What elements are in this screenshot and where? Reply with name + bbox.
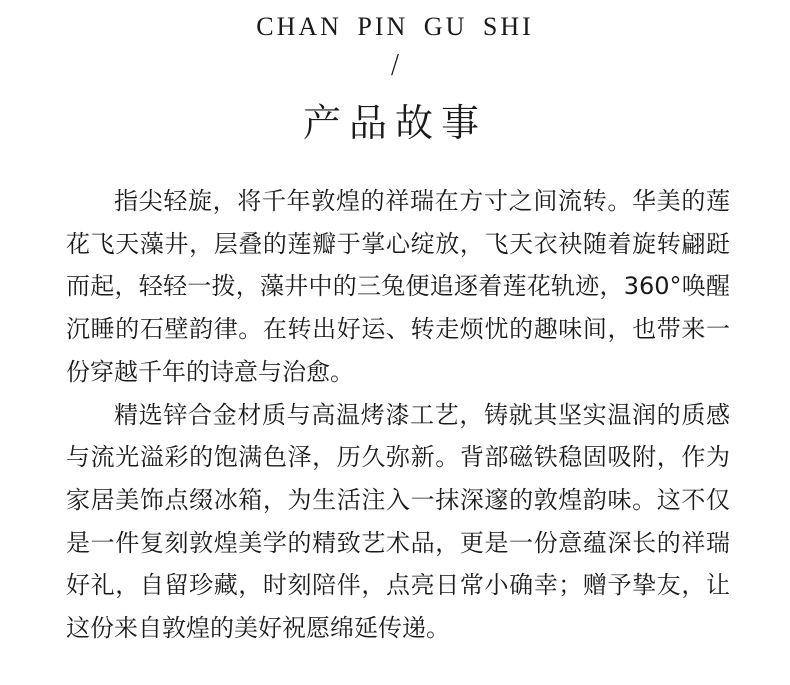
slash-divider: / bbox=[390, 50, 400, 80]
story-body bbox=[66, 180, 730, 650]
story-paragraph-1: 指尖轻旋，将千年敦煌的祥瑞在方寸之间流转。华美的莲花飞天藻井，层叠的莲瓣于掌心绽放，飞天衣袂随着旋转翩跹而起，轻轻一拨，藻井中的三兔便追逐着莲花轨迹，360°唤醒沉睡的石壁韵律。在转出好运、转走烦忧的趣味间，也带来一份穿越千年的诗意与治愈。 bbox=[66, 187, 730, 386]
pinyin-subtitle: CHAN PIN GU SHI bbox=[256, 12, 534, 41]
story-paragraph-2: 精选锌合金材质与高温烤漆工艺，铸就其坚实温润的质感与流光溢彩的饱满色泽，历久弥新。背部磁铁稳固吸附，作为家居美饰点缀冰箱，为生活注入一抹深邃的敦煌韵味。这不仅是一件复刻敦煌美学的精致艺术品，更是一份意蕴深长的祥瑞好礼，自留珍藏，时刻陪伴，点亮日常小确幸；赠予挚友，让这份来自敦煌的美好祝愿绵延传递。 bbox=[66, 400, 730, 643]
page-title: 产品故事 bbox=[302, 101, 487, 145]
